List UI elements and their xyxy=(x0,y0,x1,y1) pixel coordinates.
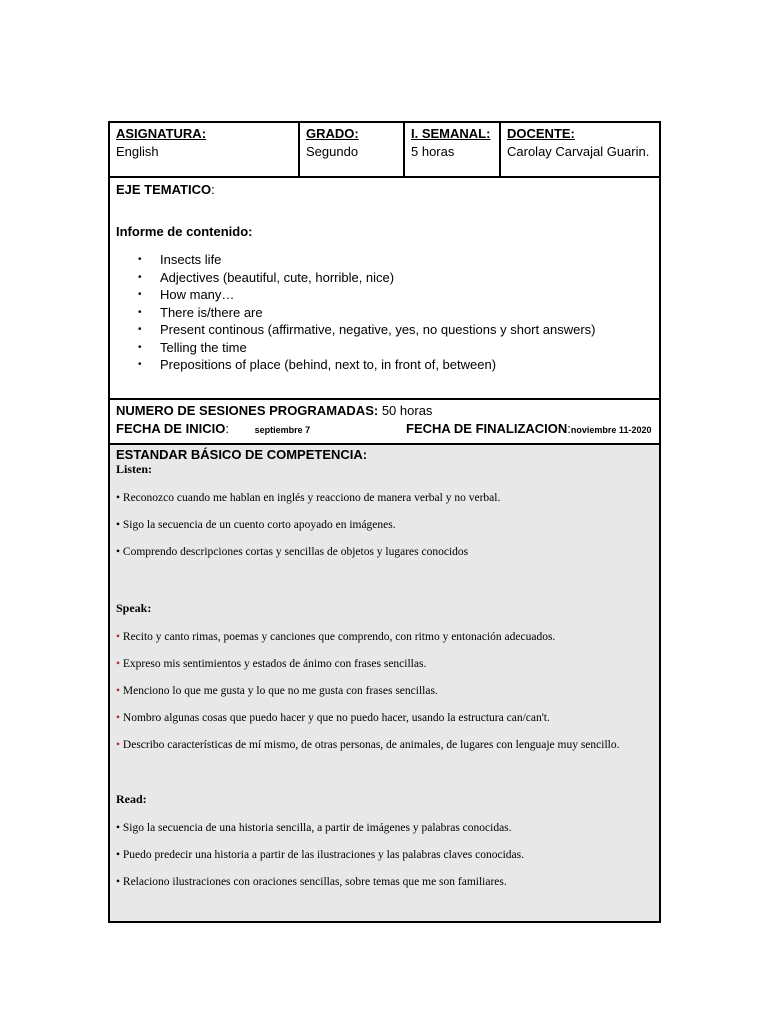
eje-tematico-section xyxy=(108,178,661,400)
semanal-label: I. SEMANAL: xyxy=(411,126,491,141)
read-title: Read: xyxy=(116,792,147,806)
speak-item xyxy=(116,629,653,646)
listen-title: Listen: xyxy=(116,462,152,476)
list-item: • How many… xyxy=(160,286,653,304)
speak-text: Nombro algunas cosas que puedo hacer y que no puedo hacer, usando la estructura can/can't. xyxy=(122,712,550,724)
speak-text: Expreso mis sentimientos y estados de ánimo con frases sencillas. xyxy=(122,658,427,670)
content-list xyxy=(116,251,653,374)
sesiones-value: 50 horas xyxy=(381,403,433,418)
bullet: • xyxy=(116,658,121,670)
read-item xyxy=(116,820,653,837)
inicio-label: FECHA DE INICIO xyxy=(116,421,226,436)
read-text: Sigo la secuencia de una historia sencilla, a partir de imágenes y palabras conocidas. xyxy=(122,822,512,834)
speak-item xyxy=(116,737,653,754)
bullet: • xyxy=(116,849,121,861)
planning-document xyxy=(108,121,661,923)
listen-item xyxy=(116,490,653,507)
listen-text: Comprendo descripciones cortas y sencillas de objetos y lugares conocidos xyxy=(122,546,469,558)
list-item: • Adjectives (beautiful, cute, horrible, nice) xyxy=(160,269,653,287)
informe-title: Informe de contenido: xyxy=(116,224,253,239)
listen-text: Reconozco cuando me hablan en inglés y reacciono de manera verbal y no verbal. xyxy=(122,492,501,504)
list-item: • Telling the time xyxy=(160,339,653,357)
list-item: • Present continous (affirmative, negative, yes, no questions y short answers) xyxy=(160,321,653,339)
read-text: Relaciono ilustraciones con oraciones sencillas, sobre temas que me son familiares. xyxy=(122,876,507,888)
grado-label: GRADO: xyxy=(306,126,359,141)
estandar-title: ESTANDAR BÁSICO DE COMPETENCIA: xyxy=(116,447,368,462)
asignatura-label: ASIGNATURA: xyxy=(116,126,207,141)
bullet: • xyxy=(116,685,121,697)
fin-group xyxy=(406,420,651,439)
read-item xyxy=(116,874,653,891)
grado-value: Segundo xyxy=(306,144,359,159)
docente-label: DOCENTE: xyxy=(507,126,575,141)
bullet: • xyxy=(116,739,121,751)
list-item: • There is/there are xyxy=(160,304,653,322)
estandar-section xyxy=(108,445,661,923)
bullet: • xyxy=(116,492,121,504)
listen-item xyxy=(116,517,653,534)
docente-cell xyxy=(501,123,659,176)
bullet: • xyxy=(116,712,121,724)
speak-item xyxy=(116,710,653,727)
list-item: • Insects life xyxy=(160,251,653,269)
bullet: • xyxy=(116,546,121,558)
inicio-colon: : xyxy=(225,421,229,436)
eje-title: EJE TEMATICO xyxy=(116,182,212,197)
speak-text: Recito y canto rimas, poemas y canciones que comprendo, con ritmo y entonación adecuados. xyxy=(122,631,556,643)
eje-title-colon: : xyxy=(211,182,215,197)
semanal-cell xyxy=(405,123,501,176)
listen-text: Sigo la secuencia de un cuento corto apoyado en imágenes. xyxy=(122,519,396,531)
speak-text: Describo características de mí mismo, de otras personas, de animales, de lugares con lenguaje muy sencillo. xyxy=(122,739,620,751)
asignatura-value: English xyxy=(116,144,159,159)
fin-value: noviembre 11-2020 xyxy=(570,425,652,435)
fin-label: FECHA DE FINALIZACION xyxy=(406,421,568,436)
read-item xyxy=(116,847,653,864)
read-text: Puedo predecir una historia a partir de las ilustraciones y las palabras claves conocidas. xyxy=(122,849,524,861)
header-row xyxy=(108,121,661,178)
inicio-value: septiembre 7 xyxy=(254,425,311,435)
grado-cell xyxy=(300,123,405,176)
sesiones-section xyxy=(108,400,661,445)
bullet: • xyxy=(116,631,121,643)
speak-item xyxy=(116,683,653,700)
docente-value: Carolay Carvajal Guarin. xyxy=(507,144,650,159)
bullet: • xyxy=(116,876,121,888)
sesiones-label: NUMERO DE SESIONES PROGRAMADAS: xyxy=(116,403,379,418)
speak-item xyxy=(116,656,653,673)
asignatura-cell xyxy=(110,123,300,176)
bullet: • xyxy=(116,519,121,531)
bullet: • xyxy=(116,822,121,834)
semanal-value: 5 horas xyxy=(411,144,455,159)
speak-text: Menciono lo que me gusta y lo que no me gusta con frases sencillas. xyxy=(122,685,438,697)
speak-title: Speak: xyxy=(116,601,152,615)
list-item: • Prepositions of place (behind, next to, in front of, between) xyxy=(160,356,653,374)
fin-colon: : xyxy=(567,421,571,436)
listen-item xyxy=(116,544,653,561)
